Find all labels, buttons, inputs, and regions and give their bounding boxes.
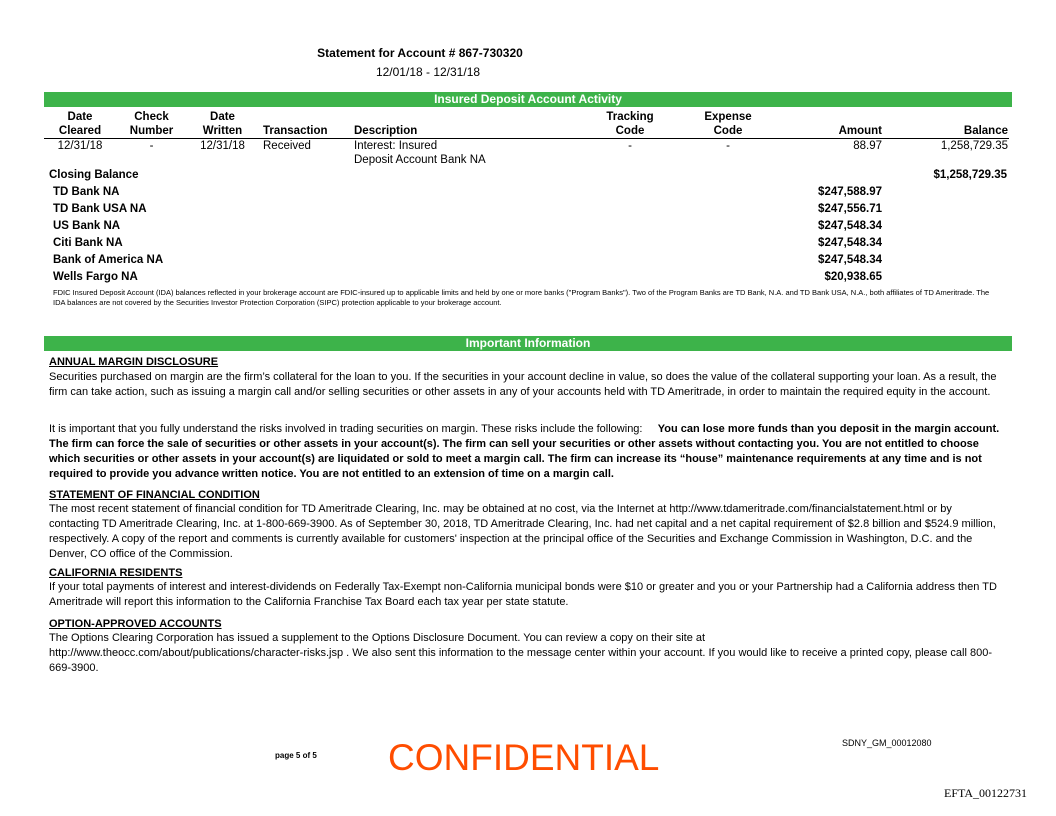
bank-amount: $247,556.71 [818, 203, 882, 215]
bank-amount: $247,588.97 [818, 186, 882, 198]
statement-title: Statement for Account # 867-730320 [317, 46, 523, 60]
col-date-cleared-line2: Cleared [58, 125, 102, 137]
cell-amount: 88.97 [853, 140, 882, 152]
col-description: Description [354, 125, 418, 137]
bank-amount: $247,548.34 [818, 220, 882, 232]
margin-heading: ANNUAL MARGIN DISCLOSURE [49, 356, 219, 368]
options-heading: OPTION-APPROVED ACCOUNTS [49, 618, 222, 630]
col-balance: Balance [963, 125, 1008, 137]
page-number: page 5 of 5 [275, 751, 317, 760]
confidential-stamp: CONFIDENTIAL [388, 737, 660, 778]
bank-name: TD Bank USA NA [53, 203, 147, 215]
margin-risks-bold: You can lose more funds than you deposit in the margin account. The firm can force the sale of securities or other assets in your account(s). The firm can sell your securities or other assets without contacting you. You are not entitled to choose which securities or other assets in your account(s) are liquidated or sold to meet a margin call. The firm can increase its “house” maintenance requirements at any time and is not required to provide you advance written notice. You are not entitled to an extension of time on a margin call. [49, 423, 1000, 480]
financial-condition-paragraph: The most recent statement of financial condition for TD Ameritrade Clearing, Inc. may be obtained at no cost, via the Internet at http://www.tdameritrade.com/financialstatement.html or by contacting TD Ameritrade Clearing, Inc. at 1-800-669-3900. As of September 30, 2018, TD Ameritrade Clearing, Inc. had net capital and a net capital requirement of $2.8 billion and $524.9 million, respectively. A copy of the report and comments is currently available for customers' inspection at the principal office of the Securities and Exchange Commission in Washington, D.C. and the Denver, CO office of the Commission. [49, 503, 996, 560]
cell-description-line2: Deposit Account Bank NA [354, 154, 486, 166]
ida-fine-print: FDIC Insured Deposit Account (IDA) balances reflected in your brokerage account are FDIC-insured up to applicable limits and held by one or more banks ("Program Banks"). Two of the Program Banks are TD Bank, N.A. and TD Bank USA, N.A., both affiliates of TD Ameritrade. The IDA balances are not covered by the Securities Investor Protection Corporation (SIPC) protection applicable to your brokerage account. [53, 288, 990, 307]
important-section-title: Important Information [44, 336, 1012, 351]
cell-date-written: 12/31/18 [200, 140, 245, 152]
closing-balance-label: Closing Balance [49, 169, 139, 181]
bank-amount: $247,548.34 [818, 237, 882, 249]
cell-transaction: Received [263, 140, 311, 152]
col-date-written-line2: Written [202, 125, 243, 137]
margin-paragraph-2-intro: It is important that you fully understand the risks involved in trading securities on margin. These risks include the following: [49, 423, 643, 435]
col-date-written [195, 110, 250, 138]
col-expense-code-line2: Code [713, 125, 743, 137]
cell-date-cleared: 12/31/18 [57, 140, 103, 152]
california-heading: CALIFORNIA RESIDENTS [49, 567, 183, 579]
margin-paragraph-1: Securities purchased on margin are the firm’s collateral for the loan to you. If the securities in your account decline in value, so does the value of the collateral supporting your loan. As a result, the firm can take action, such as issuing a margin call and/or selling securities or other assets in any of your accounts held with TD Ameritrade, in order to maintain the required equity in the account. [49, 371, 997, 398]
margin-paragraph-2 [49, 422, 1004, 482]
bank-name: TD Bank NA [53, 186, 120, 198]
bank-name: US Bank NA [53, 220, 121, 232]
col-check-number [124, 110, 179, 138]
col-expense-code-line1: Expense [704, 111, 752, 123]
options-paragraph-2: http://www.theocc.com/about/publications/character-risks.jsp . We also sent this information to the message center within your account. If you would like to receive a printed copy, please call 800-669-3900. [49, 647, 993, 674]
col-check-number-line1: Check [134, 111, 169, 123]
col-tracking-code-line2: Code [615, 125, 645, 137]
cell-balance: 1,258,729.35 [940, 140, 1008, 152]
cell-expense-code: - [726, 140, 730, 152]
financial-condition-heading: STATEMENT OF FINANCIAL CONDITION [49, 489, 260, 501]
col-amount: Amount [838, 125, 882, 137]
bank-name: Wells Fargo NA [53, 271, 138, 283]
options-paragraph-1: The Options Clearing Corporation has issued a supplement to the Options Disclosure Document. You can review a copy on their site at [49, 632, 706, 644]
col-tracking-code [600, 110, 660, 138]
col-date-cleared [55, 110, 105, 138]
ida-section-title: Insured Deposit Account Activity [44, 92, 1012, 107]
col-date-cleared-line1: Date [67, 111, 93, 123]
cell-check-number: - [149, 140, 154, 152]
bank-name: Citi Bank NA [53, 237, 123, 249]
bank-amount: $247,548.34 [818, 254, 882, 266]
bank-name: Bank of America NA [53, 254, 164, 266]
col-transaction: Transaction [263, 125, 328, 137]
col-tracking-code-line1: Tracking [606, 111, 654, 123]
col-date-written-line1: Date [210, 111, 235, 123]
closing-balance-value: $1,258,729.35 [933, 169, 1007, 181]
bank-amount: $20,938.65 [824, 271, 882, 283]
california-paragraph: If your total payments of interest and interest-dividends on Federally Tax-Exempt non-California municipal bonds were $10 or greater and you or your Partnership had a California address then TD Ameritrade will report this information to the California Franchise Tax Board each tax year per state statute. [49, 581, 997, 608]
statement-period: 12/01/18 - 12/31/18 [375, 65, 481, 79]
col-check-number-line2: Number [129, 125, 174, 137]
bates-number-sdny: SDNY_GM_00012080 [842, 738, 932, 748]
col-expense-code [698, 110, 758, 138]
cell-tracking-code: - [628, 140, 632, 152]
bates-number-efta: EFTA_00122731 [944, 786, 1028, 800]
cell-description-line1: Interest: Insured [354, 140, 438, 152]
